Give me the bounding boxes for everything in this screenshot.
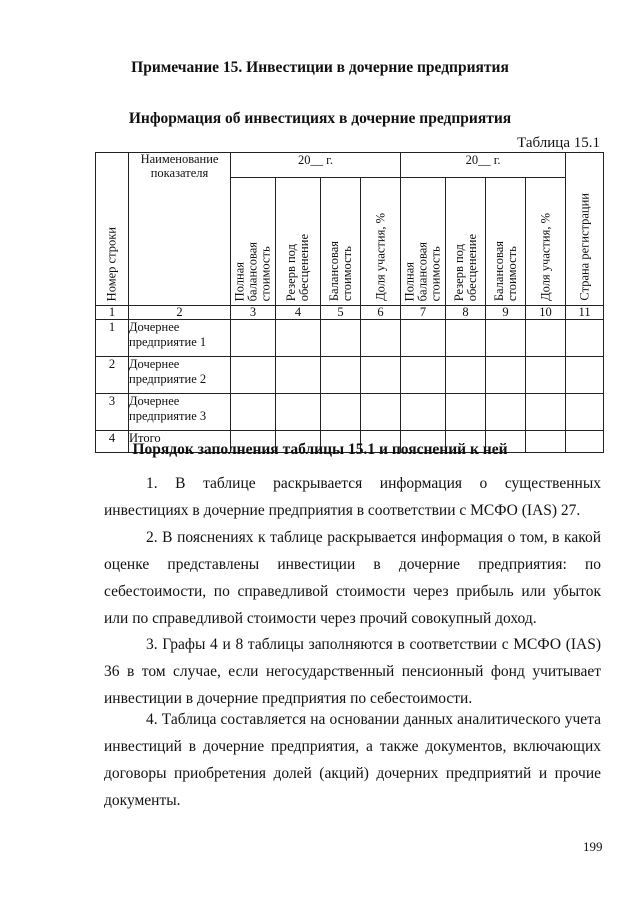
header-balance-value-2: Балансовая стоимость: [486, 178, 526, 306]
paragraph-2: 2. В пояснениях к таблице раскрывается информация о том, в какой оценке представлены инвестиции в дочерние предприятия: по себестоимости, по справедливой стоимости через прибыль или убыток или по справедливой стоимости через прочий совокупный доход.: [104, 529, 601, 627]
column-number: 11: [566, 306, 604, 320]
header-indicator-name: Наименование показателя: [129, 153, 231, 306]
table-cell: [276, 394, 321, 431]
header-row-number: Номер строки: [96, 153, 129, 306]
table-cell: [361, 357, 401, 394]
table-cell: [566, 357, 604, 394]
column-number: 6: [361, 306, 401, 320]
table-cell: [231, 357, 276, 394]
table-cell: [276, 357, 321, 394]
table-cell: [566, 394, 604, 431]
column-number: 5: [321, 306, 361, 320]
section-heading: Порядок заполнения таблицы 15.1 и пояснений к ней: [132, 441, 508, 458]
header-year-1: 20__ г.: [231, 153, 401, 178]
table-cell: [231, 394, 276, 431]
column-number: 3: [231, 306, 276, 320]
table-cell: [361, 394, 401, 431]
table-cell: [446, 357, 486, 394]
table-cell: [321, 394, 361, 431]
paragraph-4: 4. Таблица составляется на основании данных аналитического учета инвестиций в дочерние предприятия, а также документов, включающих договоры приобретения долей (акций) дочерних предприятий и прочие документы.: [104, 711, 601, 809]
table-cell: [566, 320, 604, 357]
row-number: 4: [96, 431, 129, 453]
column-number: 10: [526, 306, 566, 320]
table-cell: [486, 394, 526, 431]
table-cell: [446, 394, 486, 431]
table-cell: [401, 394, 446, 431]
table-row: [96, 357, 604, 394]
table-cell: [486, 320, 526, 357]
header-ownership-share-1: Доля участия, %: [361, 178, 401, 306]
column-number: 1: [96, 306, 129, 320]
table-cell: [231, 320, 276, 357]
header-impairment-reserve-1: Резерв под обесценение: [276, 178, 321, 306]
paragraph-1: 1. В таблице раскрывается информация о существенных инвестициях в дочерние предприятия в соответствии с МСФО (IAS) 27.: [104, 475, 601, 519]
header-year-2: 20__ г.: [401, 153, 566, 178]
table-cell: [526, 320, 566, 357]
paragraph-3: 3. Графы 4 и 8 таблицы заполняются в соответствии с МСФО (IAS) 36 в том случае, если негосударственный пенсионный фонд учитывает инвестиции в дочерние предприятия по себестоимости.: [104, 636, 601, 707]
table-cell: [321, 320, 361, 357]
table-cell: [446, 320, 486, 357]
row-number: 1: [96, 320, 129, 357]
row-number: 3: [96, 394, 129, 431]
row-number: 2: [96, 357, 129, 394]
column-number: 7: [401, 306, 446, 320]
row-name: Итого: [129, 431, 231, 453]
row-name: Дочернее предприятие 3: [129, 394, 231, 431]
header-country: Страна регистрации: [566, 153, 604, 306]
investments-table: [95, 152, 604, 453]
note-title: Примечание 15. Инвестиции в дочерние предприятия: [131, 59, 509, 76]
table-cell: [526, 357, 566, 394]
table-cell: [486, 357, 526, 394]
column-number: 4: [276, 306, 321, 320]
column-number: 2: [129, 306, 231, 320]
table-cell: [401, 320, 446, 357]
table-cell: [401, 357, 446, 394]
page-number: 199: [583, 839, 603, 854]
header-full-balance-value-2: Полная балансовая стоимость: [401, 178, 446, 306]
row-name: Дочернее предприятие 2: [129, 357, 231, 394]
row-name: Дочернее предприятие 1: [129, 320, 231, 357]
header-ownership-share-2: Доля участия, %: [526, 178, 566, 306]
column-number-row: [96, 306, 604, 320]
header-balance-value-1: Балансовая стоимость: [321, 178, 361, 306]
table-row: [96, 394, 604, 431]
header-full-balance-value-1: Полная балансовая стоимость: [231, 178, 276, 306]
table-cell: [361, 320, 401, 357]
table-cell: [526, 394, 566, 431]
column-number: 8: [446, 306, 486, 320]
header-impairment-reserve-2: Резерв под обесценение: [446, 178, 486, 306]
column-number: 9: [486, 306, 526, 320]
table-subtitle: Информация об инвестициях в дочерние предприятия: [128, 110, 512, 127]
table-cell: [276, 320, 321, 357]
table-caption: Таблица 15.1: [517, 135, 600, 151]
table-cell: [321, 357, 361, 394]
table-row: [96, 320, 604, 357]
